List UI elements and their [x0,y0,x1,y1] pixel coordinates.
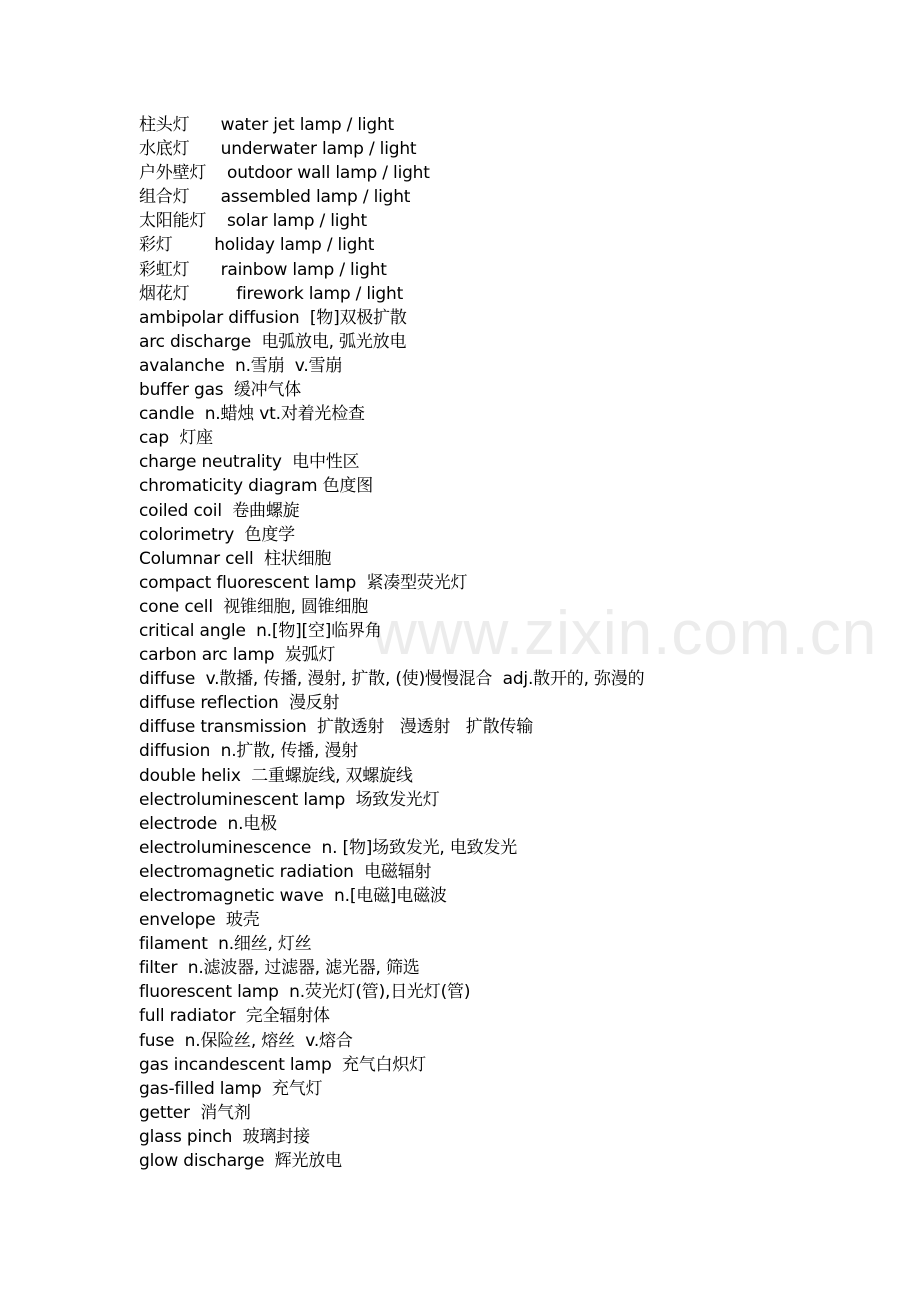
glossary-entry: 彩灯 holiday lamp / light [139,235,375,256]
glossary-entry: 太阳能灯 solar lamp / light [139,211,367,232]
glossary-entry: arc discharge 电弧放电, 弧光放电 [139,331,407,352]
glossary-entry: electrode n.电极 [139,813,277,834]
glossary-entry: coiled coil 卷曲螺旋 [139,500,300,521]
glossary-entry: getter 消气剂 [139,1102,251,1123]
glossary-entry: electromagnetic radiation 电磁辐射 [139,861,432,882]
glossary-entry: 柱头灯 water jet lamp / light [139,115,395,135]
glossary-entry: electroluminescent lamp 场致发光灯 [139,789,440,810]
glossary-entry: cone cell 视锥细胞, 圆锥细胞 [139,596,369,617]
glossary-entry: glass pinch 玻璃封接 [139,1126,310,1147]
glossary-entry: filament n.细丝, 灯丝 [139,934,312,955]
glossary-list [139,113,879,1173]
glossary-entry: compact fluorescent lamp 紧凑型荧光灯 [139,572,468,593]
glossary-entry: colorimetry 色度学 [139,524,295,545]
glossary-entry: diffuse transmission 扩散透射 漫透射 扩散传输 [139,717,534,738]
glossary-entry: 户外壁灯 outdoor wall lamp / light [139,163,430,184]
glossary-entry: electroluminescence n. [物]场致发光, 电致发光 [139,837,517,858]
glossary-entry: double helix 二重螺旋线, 双螺旋线 [139,765,413,786]
glossary-entry: 烟花灯 firework lamp / light [139,283,404,304]
glossary-entry: candle n.蜡烛 vt.对着光检查 [139,404,365,425]
watermark: www.zixin.com.cn [372,599,878,668]
glossary-entry: buffer gas 缓冲气体 [139,380,302,401]
glossary-entry: gas-filled lamp 充气灯 [139,1078,323,1099]
glossary-entry: diffusion n.扩散, 传播, 漫射 [139,741,359,762]
glossary-entry: 组合灯 assembled lamp / light [139,187,411,208]
glossary-entry: 彩虹灯 rainbow lamp / light [139,259,387,280]
glossary-entry: 水底灯 underwater lamp / light [139,139,417,160]
glossary-entry: filter n.滤波器, 过滤器, 滤光器, 筛选 [139,958,420,979]
glossary-entry: glow discharge 辉光放电 [139,1151,342,1172]
glossary-entry: diffuse v.散播, 传播, 漫射, 扩散, (使)慢慢混合 adj.散开的, 弥漫的 [139,669,645,690]
glossary-entry: fluorescent lamp n.荧光灯(管),日光灯(管) [139,982,471,1003]
glossary-entry: carbon arc lamp 炭弧灯 [139,645,336,666]
glossary-entry: diffuse reflection 漫反射 [139,693,340,714]
glossary-entry: electromagnetic wave n.[电磁]电磁波 [139,886,447,906]
glossary-entry: chromaticity diagram 色度图 [139,476,373,497]
glossary-entry: critical angle n.[物][空]临界角 [139,620,382,641]
glossary-entry: Columnar cell 柱状细胞 [139,548,332,569]
glossary-entry: fuse n.保险丝, 熔丝 v.熔合 [139,1030,353,1051]
glossary-entry: avalanche n.雪崩 v.雪崩 [139,355,343,376]
glossary-entry: cap 灯座 [139,428,213,449]
glossary-entry: full radiator 完全辐射体 [139,1006,330,1027]
glossary-entry: gas incandescent lamp 充气白炽灯 [139,1054,426,1075]
glossary-entry: charge neutrality 电中性区 [139,452,360,473]
glossary-entry: ambipolar diffusion [物]双极扩散 [139,307,407,328]
glossary-entry: envelope 玻壳 [139,910,260,931]
